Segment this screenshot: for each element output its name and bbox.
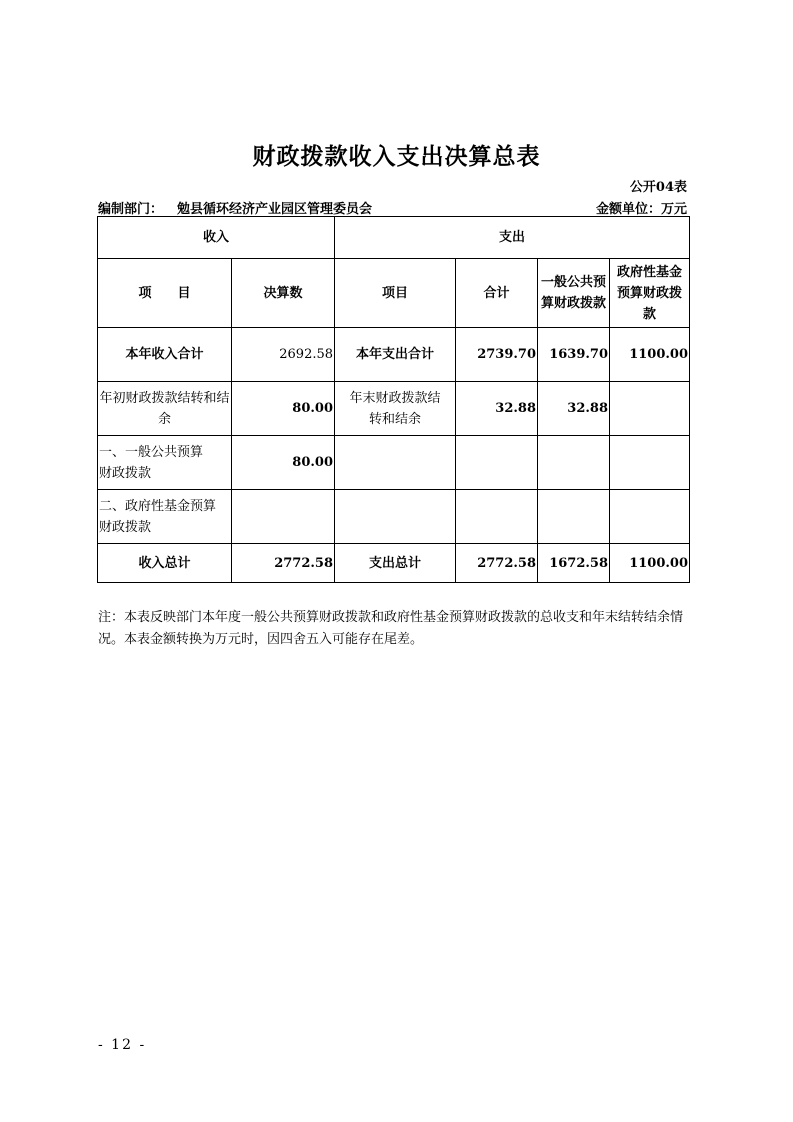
total-cell [456, 436, 538, 490]
expense-item-header: 项目 [335, 259, 456, 328]
income-item-cell: 收入总计 [98, 544, 232, 583]
general-budget-cell: 1672.58 [538, 544, 610, 583]
income-amount-cell: 2692.58 [232, 328, 335, 382]
table-row [98, 382, 690, 436]
item-header: 项 目 [98, 259, 232, 328]
fund-budget-cell [610, 382, 690, 436]
table-row [98, 490, 690, 544]
income-item-cell: 本年收入合计 [98, 328, 232, 382]
general-budget-cell: 32.88 [538, 382, 610, 436]
fund-budget-cell [610, 490, 690, 544]
department-name: 勉县循环经济产业园区管理委员会 [177, 202, 373, 217]
table-subheader-row [98, 259, 690, 328]
expense-item-cell: 支出总计 [335, 544, 456, 583]
total-cell: 2739.70 [456, 328, 538, 382]
total-cell [456, 490, 538, 544]
income-header: 收入 [98, 217, 335, 259]
department-label: 编制部门： [98, 202, 164, 217]
page-number: - 12 - [98, 1037, 147, 1053]
income-item-cell: 一、一般公共预算财政拨款 [98, 436, 232, 490]
fund-budget-header: 政府性基金预算财政拨款 [610, 259, 690, 328]
table-row [98, 544, 690, 583]
fund-budget-cell [610, 436, 690, 490]
table-row [98, 436, 690, 490]
form-number: 公开04表 [629, 180, 687, 195]
total-cell: 2772.58 [456, 544, 538, 583]
general-budget-cell [538, 436, 610, 490]
table-header-row [98, 217, 690, 259]
total-header: 合计 [456, 259, 538, 328]
budget-table [97, 216, 690, 583]
department-line [98, 198, 372, 217]
general-budget-cell [538, 490, 610, 544]
income-item-cell: 二、政府性基金预算财政拨款 [98, 490, 232, 544]
income-amount-cell: 80.00 [232, 382, 335, 436]
fund-budget-cell: 1100.00 [610, 544, 690, 583]
income-amount-cell: 80.00 [232, 436, 335, 490]
expense-item-cell [335, 436, 456, 490]
expense-header: 支出 [335, 217, 690, 259]
fund-budget-cell: 1100.00 [610, 328, 690, 382]
table-note: 注：本表反映部门本年度一般公共预算财政拨款和政府性基金预算财政拨款的总收支和年末结转结余情况。本表金额转换为万元时，因四舍五入可能存在尾差。 [98, 610, 684, 647]
general-budget-cell: 1639.70 [538, 328, 610, 382]
general-budget-header: 一般公共预算财政拨款 [538, 259, 610, 328]
total-cell: 32.88 [456, 382, 538, 436]
expense-item-cell [335, 490, 456, 544]
income-amount-cell: 2772.58 [232, 544, 335, 583]
amount-header: 决算数 [232, 259, 335, 328]
expense-item-cell: 年末财政拨款结转和结余 [335, 382, 456, 436]
amount-unit: 金额单位：万元 [595, 202, 687, 217]
expense-item-cell: 本年支出合计 [335, 328, 456, 382]
income-item-cell: 年初财政拨款结转和结余 [98, 382, 232, 436]
income-amount-cell [232, 490, 335, 544]
page-title: 财政拨款收入支出决算总表 [252, 143, 541, 170]
table-row [98, 328, 690, 382]
